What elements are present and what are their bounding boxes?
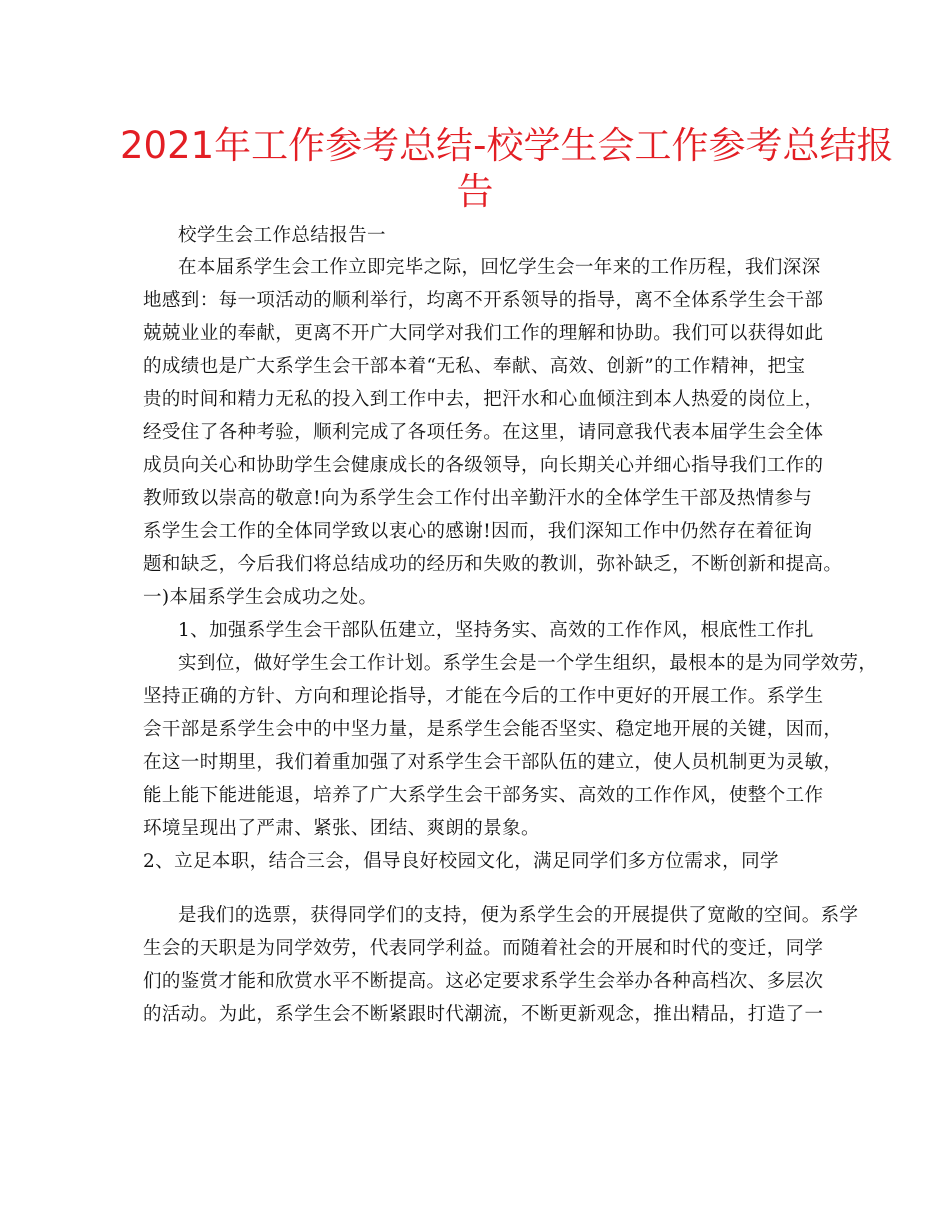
- paragraph-line: 题和缺乏，今后我们将总结成功的经历和失败的教训，弥补缺乏，不断创新和提高。: [143, 554, 843, 575]
- paragraph-line: 的活动。为此，系学生会不断紧跟时代潮流，不断更新观念，推出精品，打造了一: [143, 1004, 824, 1025]
- paragraph-line: 实到位，做好学生会工作计划。系学生会是一个学生组织，最根本的是为同学效劳，: [178, 653, 878, 674]
- paragraph-line: 一)本届系学生会成功之处。: [143, 587, 378, 608]
- paragraph-line: 兢兢业业的奉献，更离不开广大同学对我们工作的理解和协助。我们可以获得如此: [143, 323, 824, 344]
- paragraph-line: 系学生会工作的全体同学致以衷心的感谢!因而，我们深知工作中仍然存在着征询: [143, 521, 813, 542]
- subsection-heading: 1、加强系学生会干部队伍建立，坚持务实、高效的工作作风，根底性工作扎: [178, 620, 814, 641]
- paragraph-line: 会干部是系学生会中的中坚力量，是系学生会能否坚实、稳定地开展的关键，因而，: [143, 719, 843, 740]
- paragraph-line: 环境呈现出了严肃、紧张、团结、爽朗的景象。: [143, 818, 540, 839]
- paragraph-line: 在这一时期里，我们着重加强了对系学生会干部队伍的建立，使人员机制更为灵敏，: [143, 752, 843, 773]
- paragraph-line: 贵的时间和精力无私的投入到工作中去，把汗水和心血倾注到本人热爱的岗位上，: [143, 389, 824, 410]
- section-heading: 校学生会工作总结报告一: [178, 225, 386, 246]
- paragraph-line: 在本届系学生会工作立即完毕之际，回忆学生会一年来的工作历程，我们深深: [178, 257, 821, 278]
- paragraph-line: 们的鉴赏才能和欣赏水平不断提高。这必定要求系学生会举办各种高档次、多层次: [143, 971, 824, 992]
- document-title-line-2: 告: [456, 170, 494, 213]
- paragraph-line: 坚持正确的方针、方向和理论指导，才能在今后的工作中更好的开展工作。系学生: [143, 686, 824, 707]
- paragraph-line: 能上能下能进能退，培养了广大系学生会干部务实、高效的工作作风，使整个工作: [143, 785, 824, 806]
- paragraph-line: 2、立足本职，结合三会，倡导良好校园文化，满足同学们多方位需求，同学: [143, 851, 779, 872]
- paragraph-line: 地感到：每一项活动的顺利举行，均离不开系领导的指导，离不全体系学生会干部: [143, 290, 824, 311]
- paragraph-line: 成员向关心和协助学生会健康成长的各级领导，向长期关心并细心指导我们工作的: [143, 455, 824, 476]
- paragraph-line: 经受住了各种考验，顺利完成了各项任务。在这里，请同意我代表本届学生会全体: [143, 422, 824, 443]
- document-title-line-1: 2021年工作参考总结-校学生会工作参考总结报: [120, 124, 894, 167]
- paragraph-line: 生会的天职是为同学效劳，代表同学利益。而随着社会的开展和时代的变迁，同学: [143, 938, 824, 959]
- paragraph-line: 的成绩也是广大系学生会干部本着“无私、奉献、高效、创新”的工作精神，把宝: [143, 356, 806, 377]
- paragraph-line: 是我们的选票，获得同学们的支持，便为系学生会的开展提供了宽敞的空间。系学: [178, 905, 859, 926]
- paragraph-line: 教师致以崇高的敬意!向为系学生会工作付出辛勤汗水的全体学生干部及热情参与: [143, 488, 813, 509]
